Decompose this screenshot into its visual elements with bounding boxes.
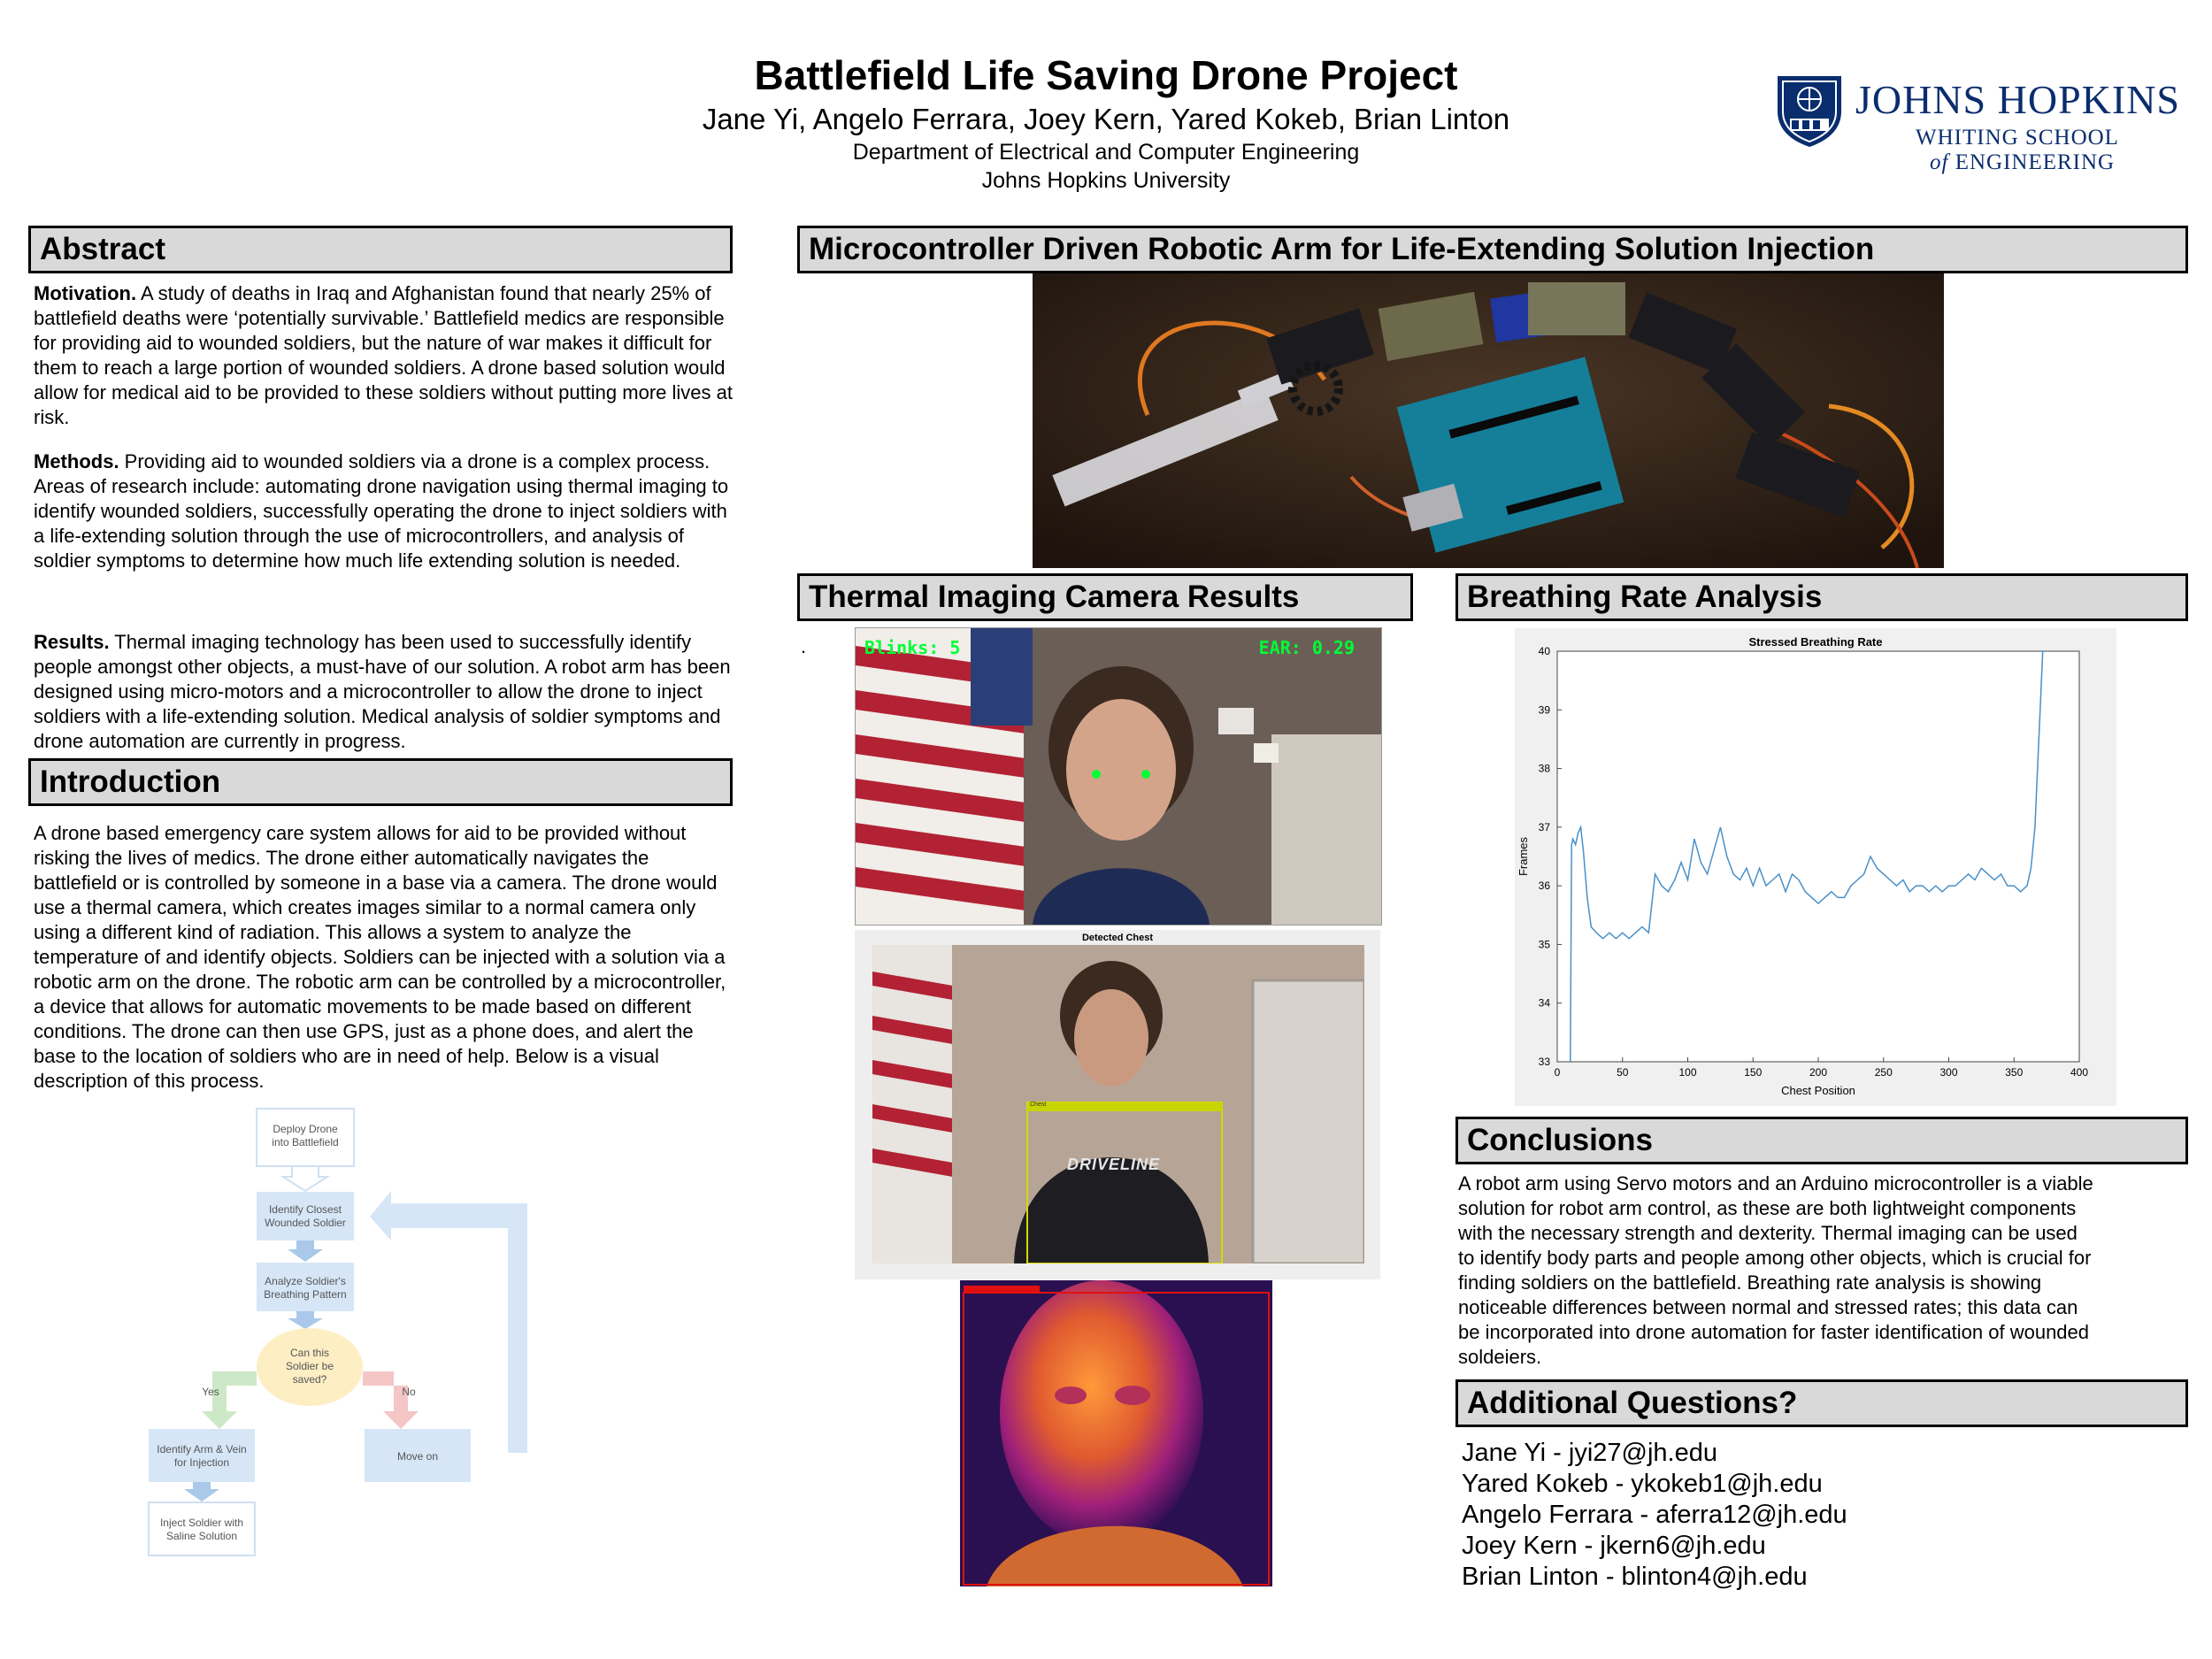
breathing-chart-panel (1515, 628, 2116, 1106)
conclusions-text: A robot arm using Servo motors and an Arduino microcontroller is a viable solution for robot arm control, as these are both lightweight components with the necessary strength and dexterity. Thermal imaging can be used to identify body parts and people among other objects, which is crucial for finding soldiers on the battlefield. Breathing rate analysis is showing noticeable differences between normal and stressed rates; this data can be incorporated into drone automation for faster identification of wounded soldeiers. (1458, 1172, 2093, 1368)
x-tick-label: 150 (1744, 1066, 1763, 1079)
flow-arrow-4 (184, 1482, 219, 1502)
abstract-motivation: Motivation. A study of deaths in Iraq and Afghanistan found that nearly 25% of battlefield deaths were ‘potentially survivable.’ Battlefield medics are responsible for providing aid to wounded soldiers, but the nature of war makes it difficult for them to reach a large portion of wounded soldiers. A drone based solution would allow for medical aid to be provided to these soldiers without putting more lives at risk. (34, 282, 733, 428)
abstract-heading: Abstract (28, 226, 733, 273)
flow-text-deploy-2: into Battlefield (272, 1136, 339, 1148)
stray-dot: . (801, 635, 807, 657)
y-axis-label: Frames (1517, 836, 1530, 877)
flow-arrow-no (363, 1371, 419, 1429)
x-tick-label: 300 (1939, 1066, 1958, 1079)
shirt-logo-text: DRIVELINE (1067, 1156, 1161, 1173)
thermal-heat-photo (960, 1280, 1272, 1586)
flow-box-arm-vein (149, 1429, 255, 1482)
contact-item[interactable]: Angelo Ferrara - aferra12@jh.edu (1462, 1501, 1847, 1529)
robotic-arm-heading: Microcontroller Driven Robotic Arm for Life-Extending Solution Injection (797, 226, 2188, 273)
chart-title: Stressed Breathing Rate (1748, 635, 1883, 649)
flow-text-arm-2: for Injection (173, 1456, 230, 1469)
flow-arrow-2 (288, 1240, 323, 1262)
y-tick-label: 39 (1538, 703, 1550, 717)
thermal-heading: Thermal Imaging Camera Results (797, 573, 1413, 621)
contact-item[interactable]: Brian Linton - blinton4@jh.edu (1462, 1563, 1808, 1591)
x-tick-label: 350 (2005, 1066, 2024, 1079)
contact-item[interactable]: Jane Yi - jyi27@jh.edu (1462, 1439, 1717, 1467)
author-list: Jane Yi, Angelo Ferrara, Joey Kern, Yared Kokeb, Brian Linton (702, 103, 1510, 135)
jhu-wordmark: JOHNS HOPKINS (1855, 77, 2181, 122)
y-tick-label: 34 (1538, 996, 1550, 1010)
detected-chest-panel (855, 930, 1380, 1279)
university: Johns Hopkins University (981, 168, 1231, 193)
jhu-shield-icon (1774, 73, 1845, 149)
flow-arrow-3 (288, 1311, 323, 1329)
plot-area (1557, 651, 2079, 1062)
detected-chest-title: Detected Chest (1081, 933, 1154, 943)
y-tick-label: 35 (1538, 938, 1550, 951)
flow-text-decision-2: Soldier be (285, 1360, 334, 1372)
x-axis-label: Chest Position (1781, 1084, 1855, 1097)
x-tick-label: 0 (1554, 1066, 1561, 1079)
poster-title: Battlefield Life Saving Drone Project (754, 52, 1458, 98)
y-tick-label: 38 (1538, 762, 1550, 775)
flow-text-move-on: Move on (396, 1450, 439, 1463)
abstract-results: Results. Thermal imaging technology has been used to successfully identify people amongst other objects, a must-have of our solution. A robot arm has been designed using micro-motors and a microcontroller to allow the drone to inject soldiers with a life-extending solution. Medical analysis of soldier symptoms and drone automation are currently in progress. (34, 631, 731, 752)
abstract-methods: Methods. Providing aid to wounded soldiers via a drone is a complex process. Areas of research include: automating drone navigation using thermal imaging to identify wounded soldiers, successfully operating the drone to inject soldiers with a life-extending solution through the use of microcontrollers, and analysis of soldier symptoms to determine how much life extending solution is needed. (34, 450, 729, 572)
flag-graphic (856, 628, 1033, 925)
y-tick-label: 36 (1538, 879, 1550, 893)
questions-heading: Additional Questions? (1455, 1379, 2188, 1427)
flow-arrow-yes (202, 1371, 257, 1429)
flow-text-identify-2: Wounded Soldier (265, 1217, 346, 1229)
x-tick-label: 400 (2070, 1066, 2089, 1079)
flow-label-yes: Yes (202, 1386, 219, 1398)
detected-chest-photo (872, 945, 1364, 1263)
x-tick-label: 200 (1809, 1066, 1828, 1079)
chest-box-label: Chest (1030, 1102, 1047, 1108)
x-tick-label: 50 (1617, 1066, 1629, 1079)
x-tick-label: 250 (1874, 1066, 1893, 1079)
ear-overlay: EAR: 0.29 (1258, 637, 1355, 658)
y-tick-label: 40 (1538, 645, 1550, 657)
contact-item[interactable]: Joey Kern - jkern6@jh.edu (1462, 1532, 1766, 1560)
y-tick-label: 33 (1538, 1056, 1550, 1068)
robotic-arm-photo (1033, 273, 1944, 568)
jhu-school-line1: WHITING SCHOOL (1916, 126, 2119, 150)
flow-text-deploy-1: Deploy Drone (273, 1123, 338, 1135)
introduction-heading: Introduction (28, 758, 733, 806)
flow-text-decision-1: Can this (289, 1347, 330, 1359)
contact-item[interactable]: Yared Kokeb - ykokeb1@jh.edu (1462, 1470, 1823, 1498)
jhu-school-line2: of ENGINEERING (1930, 150, 2116, 174)
breathing-rate-chart (1515, 628, 2116, 1106)
flow-text-analyze-1: Analyze Soldier's (265, 1275, 346, 1287)
blinks-overlay: Blinks: 5 (864, 637, 961, 658)
webcam-face-photo (855, 627, 1382, 926)
flow-text-decision-3: saved? (292, 1373, 327, 1386)
x-tick-label: 100 (1678, 1066, 1697, 1079)
flow-arrow-1 (283, 1166, 327, 1191)
department: Department of Electrical and Computer Engineering (852, 140, 1360, 165)
flow-label-no: No (402, 1386, 416, 1398)
conclusions-heading: Conclusions (1455, 1117, 2188, 1164)
flow-box-inject (149, 1502, 255, 1555)
flow-text-inject-1: Inject Soldier with (159, 1517, 244, 1529)
flow-text-identify-1: Identify Closest (268, 1203, 342, 1216)
flow-text-arm-1: Identify Arm & Vein (157, 1443, 247, 1455)
process-flowchart (142, 1106, 549, 1575)
flow-text-analyze-2: Breathing Pattern (264, 1288, 347, 1301)
contact-list (1462, 1438, 2170, 1593)
jhu-logo (1774, 71, 2181, 177)
introduction-text: A drone based emergency care system allows for aid to be provided without risking the lives of medics. The drone either automatically navigates the battlefield or is controlled by someone in a base via a camera. The drone would use a thermal camera, which creates images similar to a normal camera only using a different kind of radiation. This allows a system to analyze the temperature of and identify objects. Soldiers can be injected with a solution via a robotic arm on the drone. The robotic arm can be controlled by a microcontroller, a device that allows for automatic movements to be made based on different conditions. The drone can then use GPS, just as a phone does, and alert the base to the location of soldiers who are in need of help. Below is a visual description of this process. (34, 822, 726, 1092)
flow-text-inject-2: Saline Solution (165, 1530, 238, 1542)
y-tick-label: 37 (1538, 820, 1550, 833)
breathing-heading: Breathing Rate Analysis (1455, 573, 2188, 621)
